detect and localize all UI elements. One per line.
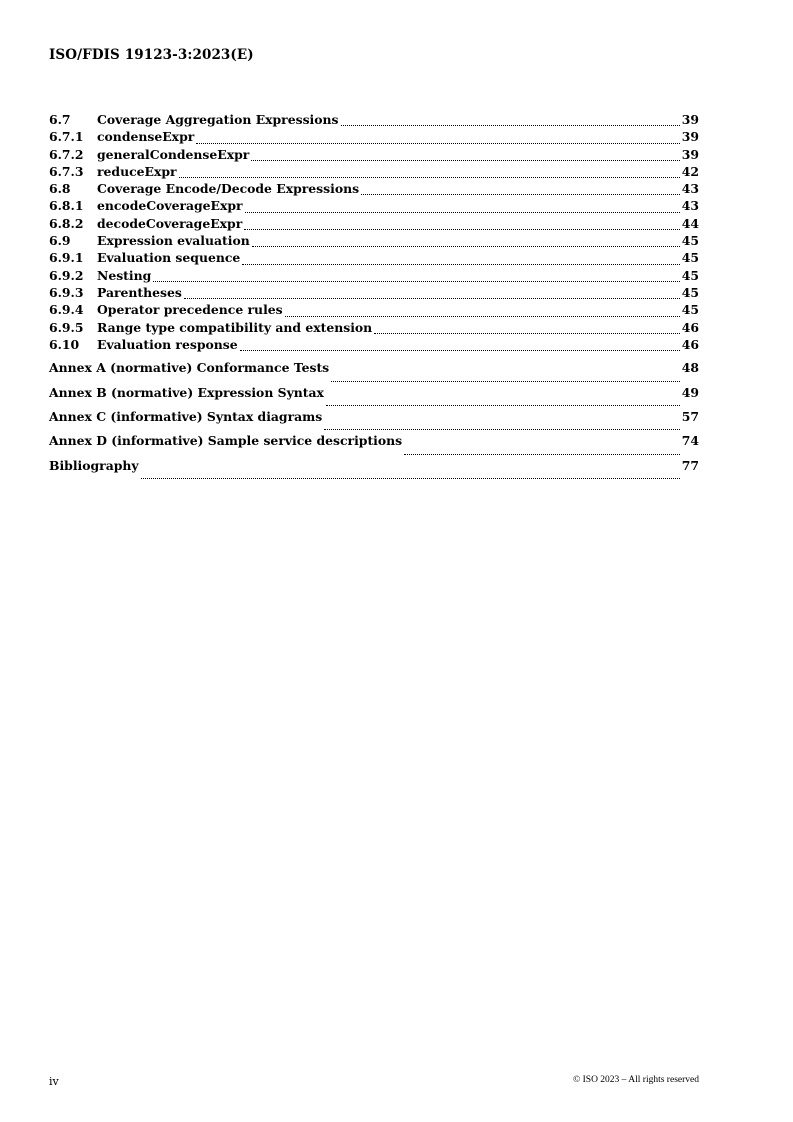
toc-entry-title: condenseExpr [97, 129, 195, 145]
toc-leader-dots [184, 298, 680, 299]
toc-entry-title: Coverage Encode/Decode Expressions [97, 181, 360, 197]
toc-entry-title: Expression evaluation [97, 233, 250, 249]
toc-entry-title: Evaluation sequence [97, 250, 241, 266]
toc-entry[interactable] [49, 250, 699, 267]
toc-annex-title: Annex D (informative) Sample service descriptions [49, 433, 403, 449]
toc-entry[interactable] [49, 216, 699, 233]
toc-annex-page: 57 [681, 408, 699, 424]
toc-entry[interactable] [49, 268, 699, 285]
toc-entry[interactable] [49, 337, 699, 354]
toc-entry-page: 42 [681, 163, 699, 179]
toc-leader-dots [341, 125, 680, 126]
toc-leader-dots [141, 478, 680, 479]
footer-page-number: iv [49, 1075, 59, 1088]
toc-entry-page: 43 [681, 198, 699, 214]
toc-entry-number: 6.7.2 [49, 146, 84, 162]
toc-entry-page: 46 [681, 336, 699, 352]
toc-entry[interactable] [49, 198, 699, 215]
toc-entry[interactable] [49, 181, 699, 198]
toc-annex-entry[interactable] [49, 433, 699, 457]
toc-entry-title: reduceExpr [97, 163, 177, 179]
toc-leader-dots [196, 143, 679, 144]
toc-entry-number: 6.8.2 [49, 215, 84, 231]
toc-leader-dots [374, 333, 680, 334]
toc-entry-number: 6.9.1 [49, 250, 84, 266]
toc-leader-dots [326, 405, 680, 406]
toc-entry-page: 45 [681, 302, 699, 318]
toc-annex-page: 49 [681, 384, 699, 400]
toc-entry-title: Operator precedence rules [97, 302, 283, 318]
toc-entry[interactable] [49, 302, 699, 319]
toc-leader-dots [251, 160, 679, 161]
toc-leader-dots [331, 381, 680, 382]
toc-entry-title: Coverage Aggregation Expressions [97, 112, 339, 127]
toc-entry-number: 6.7.1 [49, 129, 84, 145]
toc-entry-page: 39 [681, 112, 699, 127]
toc-entry[interactable] [49, 233, 699, 250]
toc-entry[interactable] [49, 129, 699, 146]
toc-entry-page: 45 [681, 284, 699, 300]
toc-entry-number: 6.7 [49, 112, 71, 127]
toc-entry-title: encodeCoverageExpr [97, 198, 243, 214]
toc-entry-page: 45 [681, 267, 699, 283]
toc-leader-dots [361, 194, 680, 195]
toc-leader-dots [324, 429, 680, 430]
footer-copyright: © ISO 2023 – All rights reserved [573, 1075, 699, 1085]
toc-entry-page: 45 [681, 233, 699, 249]
toc-entry-title: Evaluation response [97, 336, 238, 352]
toc-entry-page: 44 [681, 215, 699, 231]
toc-entry-page: 43 [681, 181, 699, 197]
toc-entry-number: 6.9.2 [49, 267, 84, 283]
toc-bibliography-page: 77 [681, 457, 699, 473]
toc-leader-dots [244, 229, 680, 230]
toc-entry-title: Range type compatibility and extension [97, 319, 373, 335]
toc-entry-page: 39 [681, 129, 699, 145]
toc-entry-page: 45 [681, 250, 699, 266]
toc-annex-page: 48 [681, 360, 699, 376]
toc-entry-number: 6.9.3 [49, 284, 84, 300]
toc-entry-number: 6.9.4 [49, 302, 84, 318]
toc-annex-entry[interactable] [49, 360, 699, 384]
toc-leader-dots [240, 350, 680, 351]
toc-annex-entry[interactable] [49, 385, 699, 409]
toc-leader-dots [179, 177, 680, 178]
toc-entry[interactable] [49, 320, 699, 337]
toc-annex-title: Annex C (informative) Syntax diagrams [49, 408, 323, 424]
document-id: ISO/FDIS 19123-3:2023(E) [49, 47, 254, 63]
toc-entry-number: 6.8 [49, 181, 71, 197]
table-of-contents [49, 112, 699, 482]
toc-entry-number: 6.9 [49, 233, 71, 249]
toc-entry-number: 6.10 [49, 336, 80, 352]
toc-leader-dots [285, 316, 680, 317]
toc-entry-title: generalCondenseExpr [97, 146, 250, 162]
toc-leader-dots [245, 212, 680, 213]
toc-entry-title: Parentheses [97, 284, 182, 300]
toc-entry-title: Nesting [97, 267, 152, 283]
toc-entry-number: 6.8.1 [49, 198, 84, 214]
toc-entry-title: decodeCoverageExpr [97, 215, 243, 231]
toc-entry[interactable] [49, 285, 699, 302]
toc-bibliography-entry[interactable] [49, 458, 699, 482]
toc-leader-dots [242, 264, 679, 265]
toc-annex-title: Annex B (normative) Expression Syntax [49, 384, 324, 400]
toc-annex-entry[interactable] [49, 409, 699, 433]
toc-leader-dots [153, 281, 679, 282]
toc-entry-number: 6.9.5 [49, 319, 84, 335]
toc-bibliography-title: Bibliography [49, 457, 139, 473]
toc-entry-page: 46 [681, 319, 699, 335]
toc-annex-title: Annex A (normative) Conformance Tests [49, 360, 330, 376]
toc-entry[interactable] [49, 112, 699, 129]
toc-leader-dots [252, 246, 680, 247]
toc-entry-page: 39 [681, 146, 699, 162]
toc-entry-number: 6.7.3 [49, 163, 84, 179]
toc-annex-page: 74 [681, 433, 699, 449]
toc-entry[interactable] [49, 147, 699, 164]
toc-entry[interactable] [49, 164, 699, 181]
toc-leader-dots [404, 454, 680, 455]
